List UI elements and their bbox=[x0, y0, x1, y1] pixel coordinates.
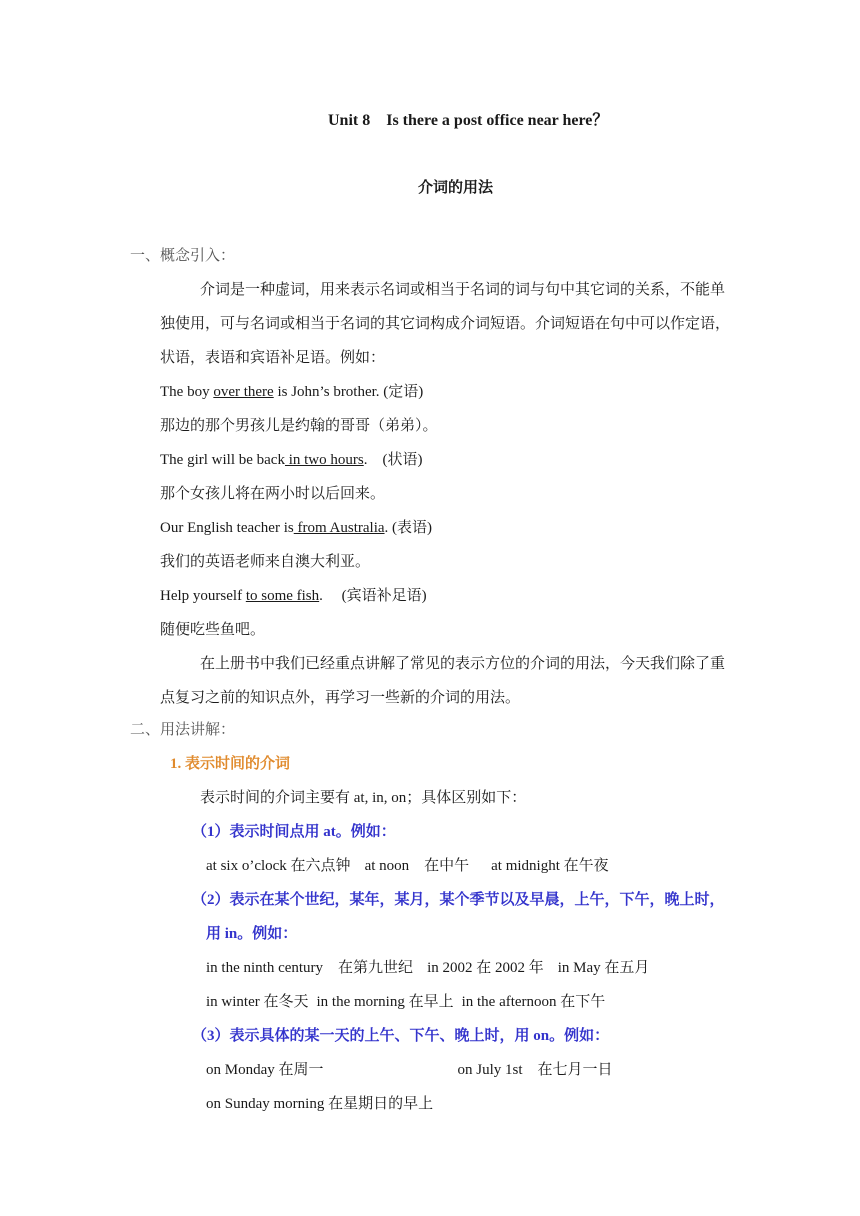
section2-heading: 二、用法讲解： bbox=[130, 722, 236, 738]
closing-line-2: 点复习之前的知识点外，再学习一些新的介词的用法。 bbox=[160, 690, 521, 706]
rule-3-examples-row-2: on Sunday morning 在星期日的早上 bbox=[206, 1096, 434, 1112]
underlined-phrase: from Australia bbox=[293, 520, 385, 536]
subsection-intro: 表示时间的介词主要有 at, in, on；具体区别如下： bbox=[200, 790, 527, 806]
underlined-phrase: in two hours bbox=[284, 452, 364, 468]
rule-2-line-1: （2）表示在某个世纪，某年，某月，某个季节以及早晨，上午，下午，晚上时， bbox=[192, 892, 725, 908]
rule-3: （3）表示具体的某一天的上午、下午、晚上时，用 on。例如： bbox=[192, 1028, 610, 1044]
closing-line-1: 在上册书中我们已经重点讲解了常见的表示方位的介词的用法，今天我们除了重 bbox=[200, 656, 726, 672]
example-translation: 随便吃些鱼吧。 bbox=[160, 622, 266, 638]
underlined-phrase: to some fish bbox=[245, 588, 320, 604]
example-sentence: Our English teacher is from Australia. (表语) bbox=[160, 520, 433, 536]
page-title: Unit 8 Is there a post office near here？ bbox=[328, 112, 609, 129]
rule-3-examples-row-1: on Monday 在周一 on July 1st 在七月一日 bbox=[206, 1062, 613, 1078]
underlined-phrase: over there bbox=[213, 384, 274, 400]
rule-1-examples: at six o’clock 在六点钟 at noon 在中午 at midnight 在午夜 bbox=[206, 858, 609, 874]
example-sentence: The girl will be back in two hours. (状语) bbox=[160, 452, 423, 468]
rule-2-examples-row-2: in winter 在冬天 in the morning 在早上 in the afternoon 在下午 bbox=[206, 994, 606, 1010]
rule-2-examples-row-1: in the ninth century 在第九世纪 in 2002 在 2002 年 in May 在五月 bbox=[206, 960, 650, 976]
subsection-heading: 1. 表示时间的介词 bbox=[170, 756, 291, 772]
example-translation: 那个女孩儿将在两小时以后回来。 bbox=[160, 486, 386, 502]
example-translation: 那边的那个男孩儿是约翰的哥哥（弟弟）。 bbox=[160, 418, 438, 434]
intro-line-1: 介词是一种虚词，用来表示名词或相当于名词的词与句中其它词的关系，不能单 bbox=[200, 282, 726, 298]
example-sentence: The boy over there is John’s brother. (定语) bbox=[160, 384, 424, 400]
intro-line-2: 独使用，可与名词或相当于名词的其它词构成介词短语。介词短语在句中可以作定语， bbox=[160, 316, 731, 332]
rule-2-line-2: 用 in。例如： bbox=[206, 926, 298, 942]
example-translation: 我们的英语老师来自澳大利亚。 bbox=[160, 554, 371, 570]
section1-heading: 一、概念引入： bbox=[130, 248, 236, 264]
example-sentence: Help yourself to some fish. (宾语补足语) bbox=[160, 588, 427, 604]
rule-1: （1）表示时间点用 at。例如： bbox=[192, 824, 396, 840]
intro-line-3: 状语，表语和宾语补足语。例如： bbox=[160, 350, 386, 366]
page-subtitle: 介词的用法 bbox=[418, 180, 494, 196]
